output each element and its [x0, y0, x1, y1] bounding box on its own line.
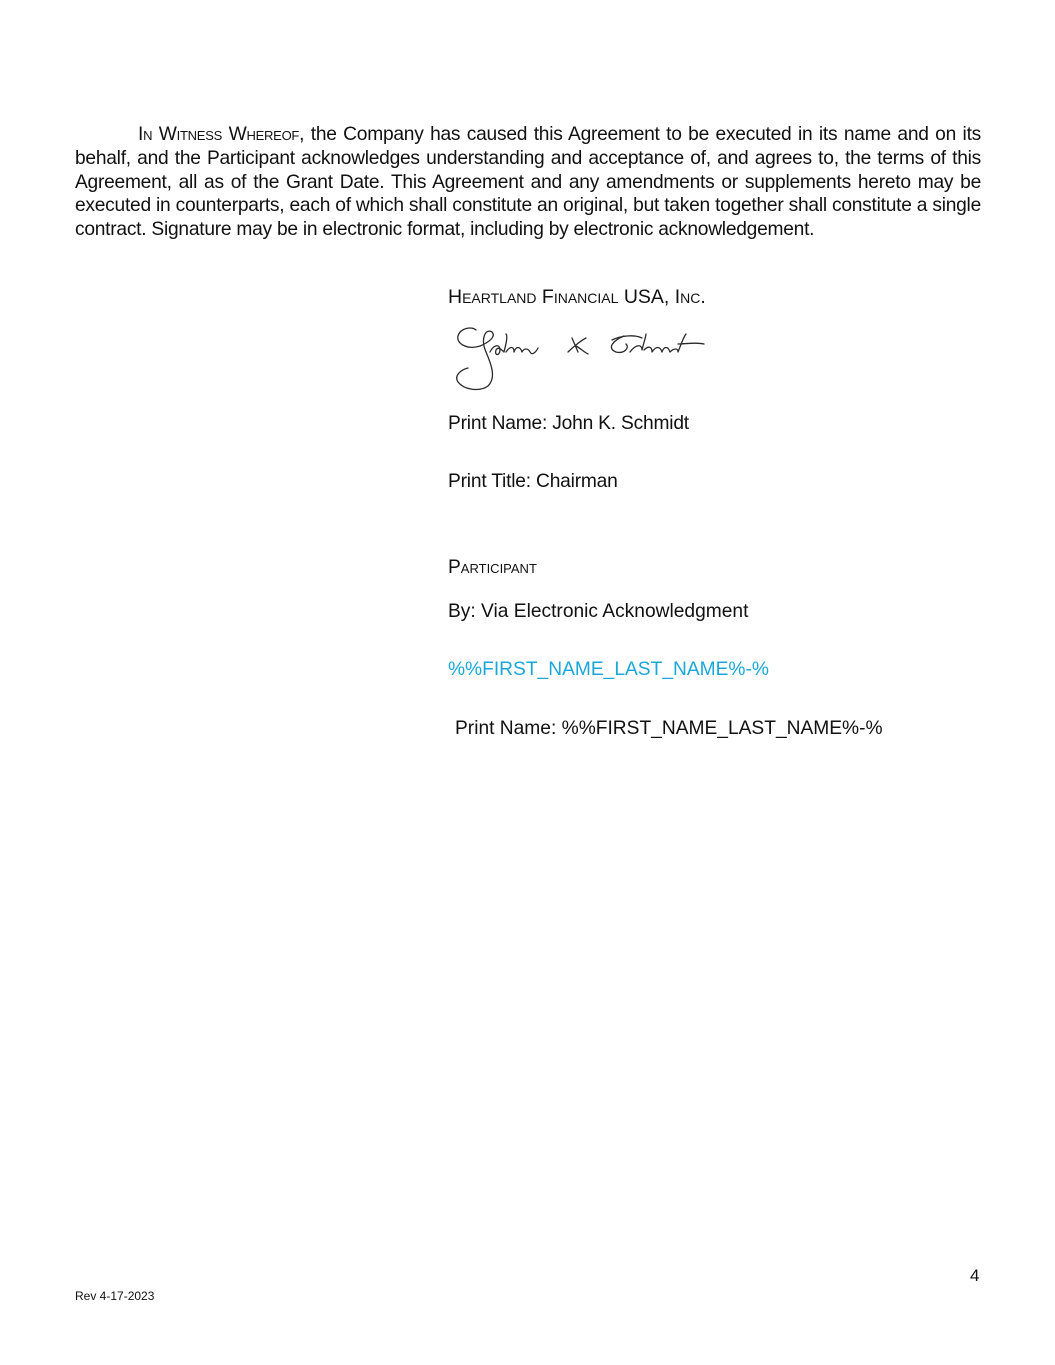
- signature-image: [446, 322, 716, 396]
- participant-print-name: Print Name: %%FIRST_NAME_LAST_NAME%-%: [455, 718, 883, 739]
- company-print-title: Print Title: Chairman: [448, 471, 618, 492]
- participant-heading: Participant: [448, 557, 537, 578]
- page-number: 4: [970, 1266, 980, 1285]
- revision-label: Rev 4-17-2023: [75, 1289, 155, 1303]
- witness-body: , the Company has caused this Agreement to be executed in its name and on its behalf, and the Participant acknowledges understanding and acceptance of, and agrees to, the terms of this Agreement, all as of the Grant Date. This Agreement and any amendments or supplements hereto may be executed in counterparts, each of which shall constitute an original, but taken together shall constitute a single contract. Signature may be in electronic format, including by electronic acknowledgement.: [75, 124, 981, 241]
- witness-paragraph: [75, 123, 981, 242]
- company-print-name: Print Name: John K. Schmidt: [448, 413, 689, 434]
- witness-lead: In Witness Whereof: [138, 124, 300, 145]
- company-name: Heartland Financial USA, Inc.: [448, 286, 706, 308]
- participant-by-line: By: Via Electronic Acknowledgment: [448, 601, 749, 622]
- participant-name-placeholder: %%FIRST_NAME_LAST_NAME%-%: [448, 659, 769, 680]
